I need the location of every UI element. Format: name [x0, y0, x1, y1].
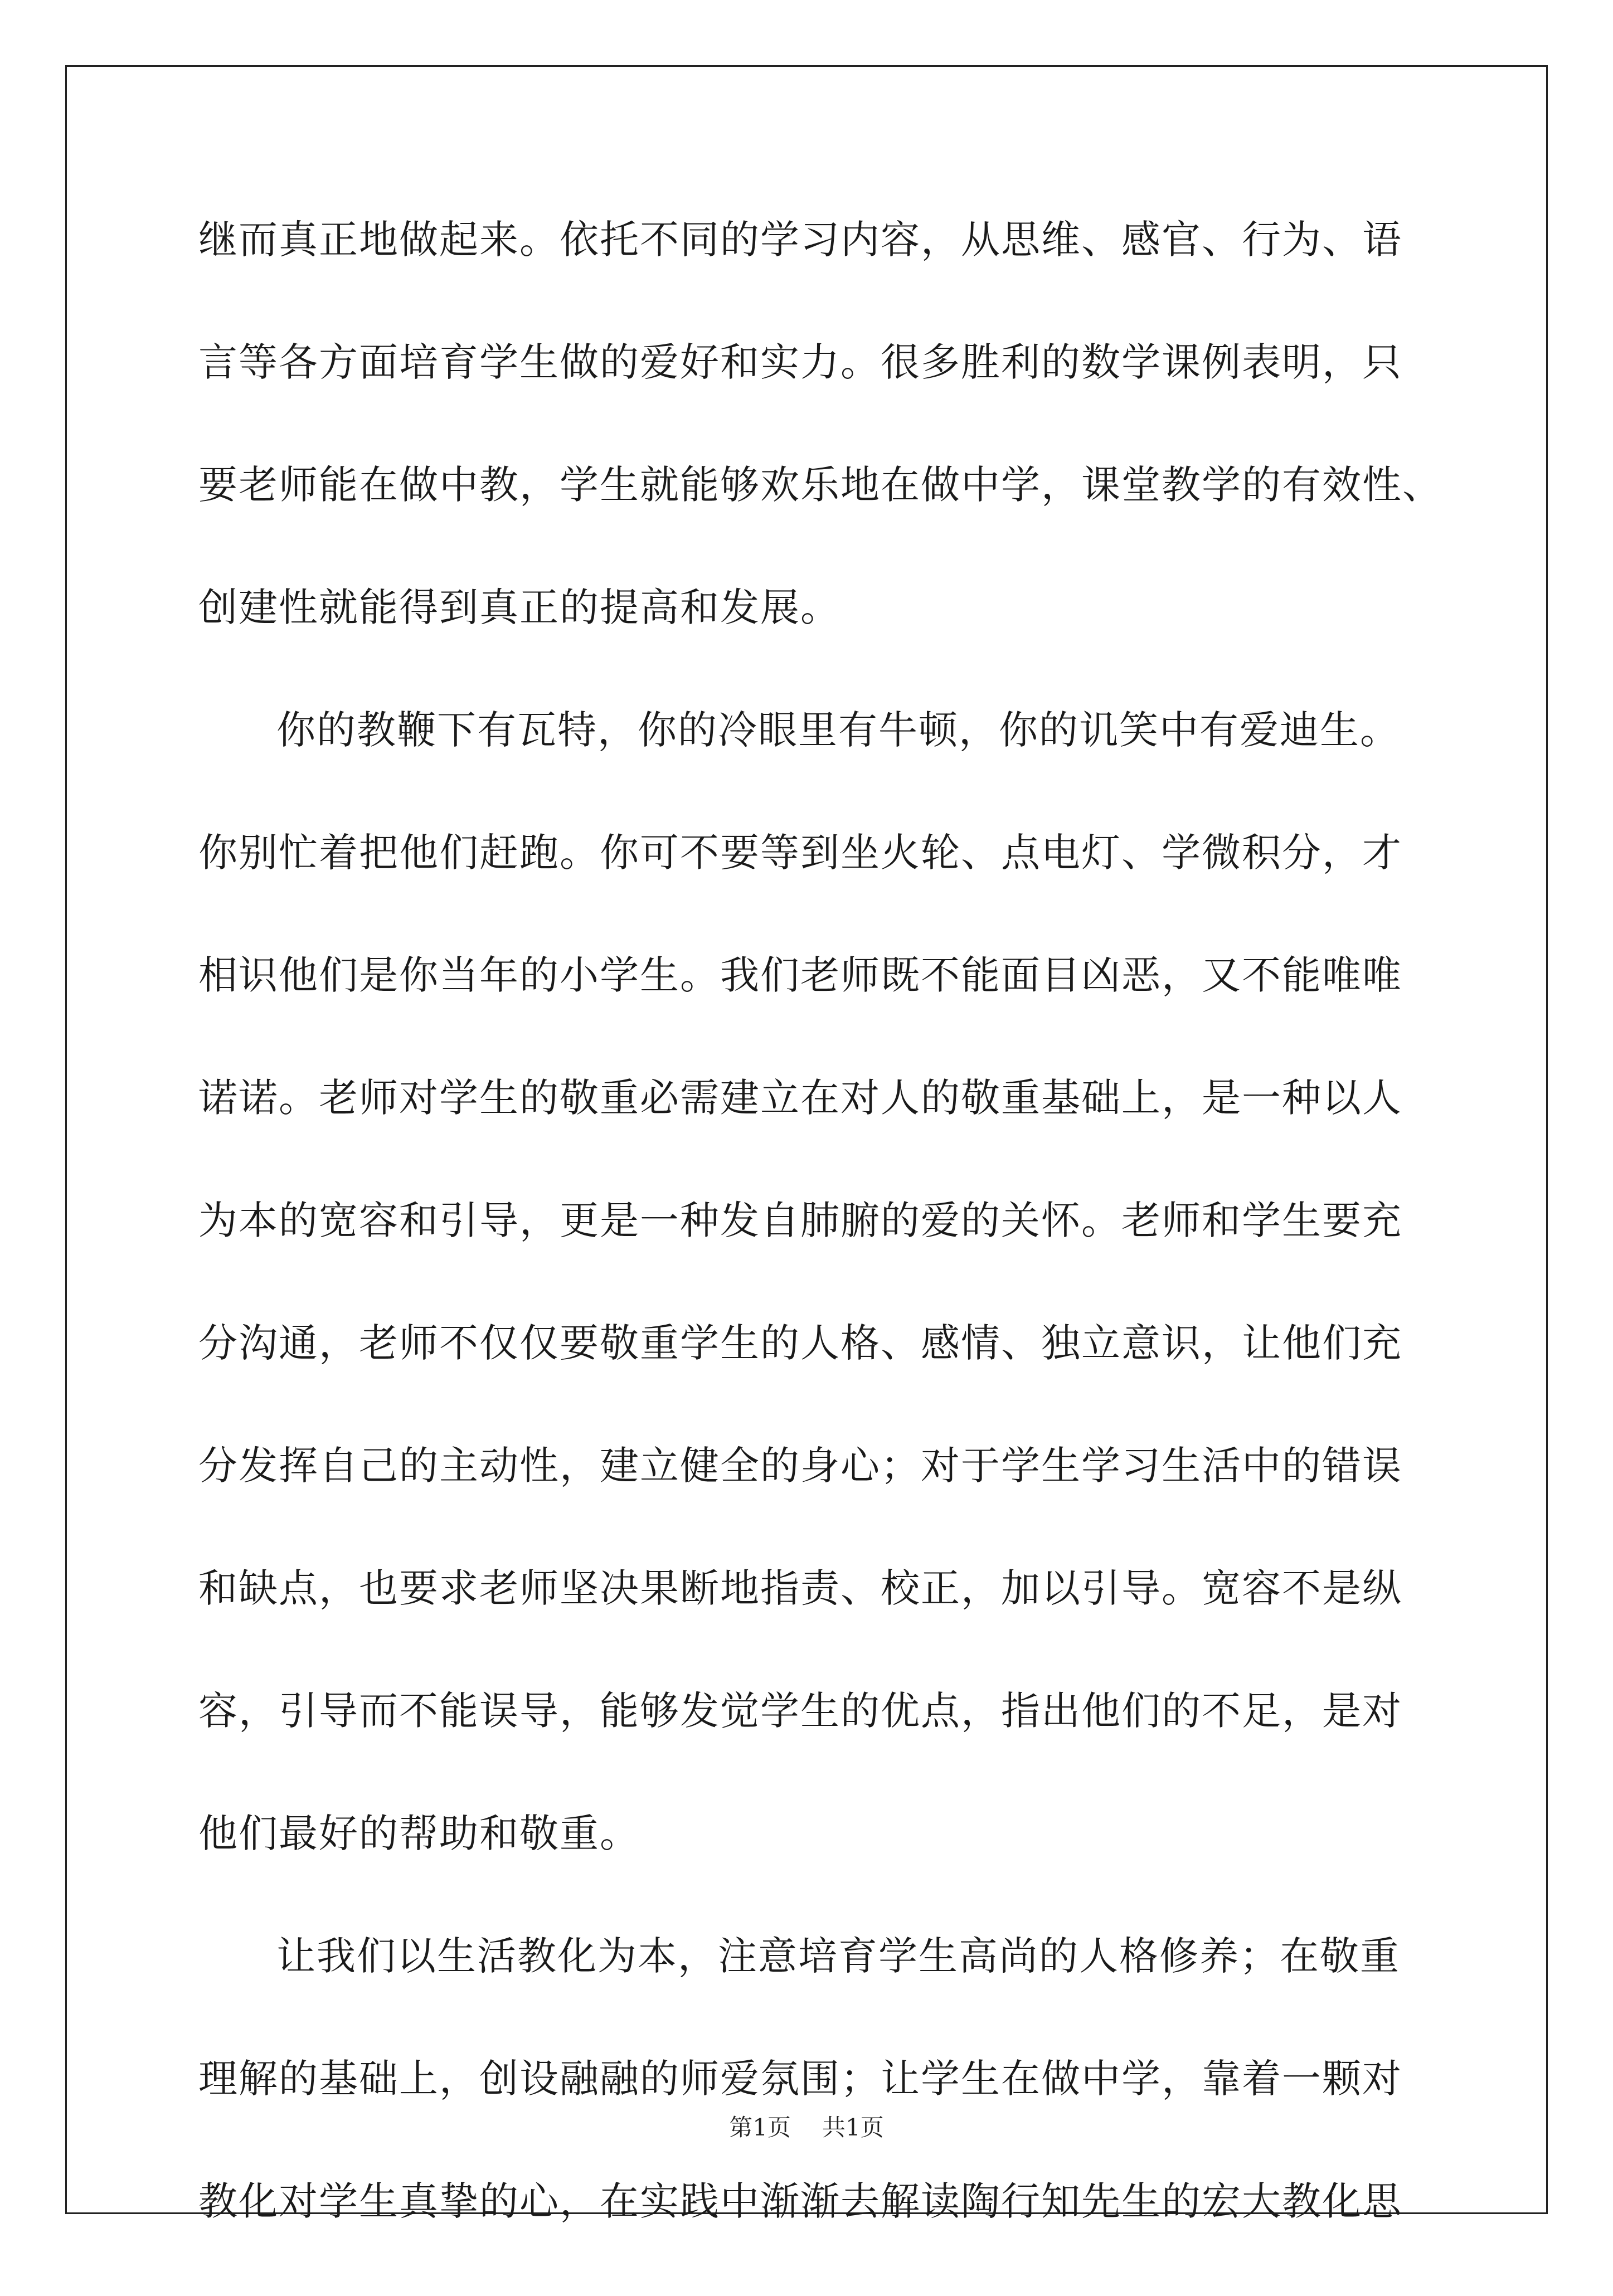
text-line: 相识他们是你当年的小学生。我们老师既不能面目凶恶，又不能唯唯 [198, 952, 1402, 998]
text-line: 他们最好的帮助和敬重。 [198, 1811, 640, 1856]
text-line: 理解的基础上，创设融融的师爱氛围；让学生在做中学，靠着一颗对 [198, 2056, 1402, 2102]
text-line: 要老师能在做中教，学生就能够欢乐地在做中学，课堂教学的有效性、 [198, 462, 1442, 508]
text-line: 你别忙着把他们赶跑。你可不要等到坐火轮、点电灯、学微积分，才 [198, 830, 1402, 875]
text-line: 言等各方面培育学生做的爱好和实力。很多胜利的数学课例表明，只 [198, 339, 1402, 385]
text-line: 分沟通，老师不仅仅要敬重学生的人格、感情、独立意识，让他们充 [198, 1320, 1402, 1366]
text-line: 教化对学生真挚的心，在实践中渐渐去解读陶行知先生的宏大教化思 [198, 2178, 1402, 2224]
paragraph-first-line: 让我们以生活教化为本，注意培育学生高尚的人格修养；在敬重 [276, 1933, 1400, 1979]
text-line: 为本的宽容和引导，更是一种发自肺腑的爱的关怀。老师和学生要充 [198, 1198, 1402, 1243]
text-line: 诺诺。老师对学生的敬重必需建立在对人的敬重基础上，是一种以人 [198, 1075, 1402, 1121]
total-pages: 共1页 [822, 2114, 884, 2141]
text-line: 继而真正地做起来。依托不同的学习内容，从思维、感官、行为、语 [198, 217, 1402, 262]
text-line: 容，引导而不能误导，能够发觉学生的优点，指出他们的不足，是对 [198, 1688, 1402, 1734]
document-body [198, 212, 1441, 2296]
text-line: 创建性就能得到真正的提高和发展。 [198, 585, 840, 630]
text-line: 分发挥自己的主动性，建立健全的身心；对于学生学习生活中的错误 [198, 1443, 1402, 1488]
paragraph-first-line: 你的教鞭下有瓦特，你的冷眼里有牛顿，你的讥笑中有爱迪生。 [276, 707, 1400, 753]
page-number: 第1页 [729, 2114, 791, 2141]
text-line: 和缺点，也要求老师坚决果断地指责、校正，加以引导。宽容不是纵 [198, 1565, 1402, 1611]
page-footer [0, 2111, 1613, 2144]
